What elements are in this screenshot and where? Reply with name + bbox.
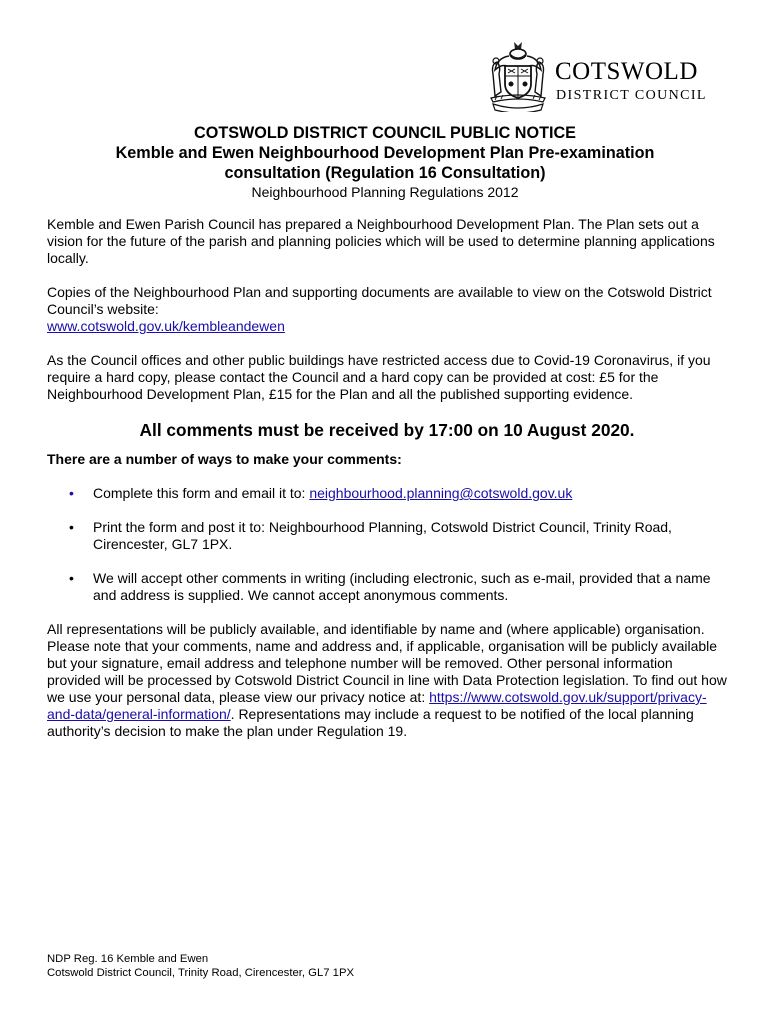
- bullet-icon: •: [69, 519, 74, 535]
- list-item-post: [47, 519, 727, 553]
- post-way-text: Print the form and post it to: Neighbourhood Planning, Cotswold District Council, Trinity Road, Cirencester, GL7 1PX.: [93, 519, 672, 552]
- representations-text-1: All representations will be publicly available, and identifiable by name and (where applicable) organisation. Please note that your comments, name and address and, if applicable, organisation will be publicly available but your signature, email address and telephone number will be removed. Other personal information provided will be processed by Cotswold District Council in line with Data Protection legislation. To find out how we use your personal data, please view our privacy notice at:: [47, 621, 727, 705]
- hard-copy-paragraph: As the Council offices and other public buildings have restricted access due to Covid-19 Coronavirus, if you require a hard copy, please contact the Council and a hard copy can be provided at cost: £5 for the Neighbourhood Development Plan, £15 for the Plan and all the published supporting evidence.: [47, 352, 711, 402]
- privacy-notice-link[interactable]: https://www.cotswold.gov.uk/support/privacy-and-data/general-information/: [47, 689, 707, 722]
- logo-wordmark-district-council: DISTRICT COUNCIL: [556, 88, 707, 103]
- list-item-email: [47, 485, 727, 502]
- intro-paragraph: Kemble and Ewen Parish Council has prepared a Neighbourhood Development Plan. The Plan sets out a vision for the future of the parish and planning policies which will be used to determine planning applications locally.: [47, 216, 715, 266]
- footer-address: Cotswold District Council, Trinity Road, Cirencester, GL7 1PX: [47, 967, 355, 979]
- representations-paragraph: [47, 621, 727, 740]
- bullet-icon: •: [69, 570, 74, 586]
- page-footer: [47, 952, 354, 980]
- documents-text: Copies of the Neighbourhood Plan and supporting documents are available to view on the Cotswold District Council’s website:: [47, 284, 712, 317]
- deadline-notice: All comments must be received by 17:00 on 10 August 2020.: [139, 420, 635, 440]
- council-logo: [487, 40, 722, 112]
- ways-heading: There are a number of ways to make your comments:: [47, 451, 402, 467]
- plan-title-line2: consultation (Regulation 16 Consultation): [224, 164, 546, 182]
- plan-title-line1: Kemble and Ewen Neighbourhood Development Plan Pre-examination: [115, 144, 655, 162]
- notice-body: [47, 216, 727, 757]
- regulations-subtitle: Neighbourhood Planning Regulations 2012: [251, 184, 519, 200]
- footer-reference: NDP Reg. 16 Kemble and Ewen: [47, 953, 209, 965]
- email-link[interactable]: neighbourhood.planning@cotswold.gov.uk: [309, 485, 573, 501]
- bullet-icon: •: [69, 485, 74, 501]
- email-way-text: Complete this form and email it to:: [93, 485, 310, 501]
- ways-list: [47, 485, 727, 604]
- notice-title: COTSWOLD DISTRICT COUNCIL PUBLIC NOTICE: [194, 124, 576, 142]
- logo-wordmark-cotswold: COTSWOLD: [555, 58, 698, 85]
- documents-paragraph: [47, 284, 727, 335]
- representations-text-2: . Representations may include a request to be notified of the local planning authority’s decision to make the plan under Regulation 19.: [47, 706, 694, 739]
- writing-way-text: We will accept other comments in writing (including electronic, such as e-mail, provided that a name and address is supplied. We cannot accept anonymous comments.: [93, 570, 711, 603]
- kembleandewen-link[interactable]: www.cotswold.gov.uk/kembleandewen: [47, 318, 285, 334]
- coat-of-arms-icon: [487, 40, 549, 112]
- notice-heading: [0, 123, 770, 201]
- list-item-writing: [47, 570, 727, 604]
